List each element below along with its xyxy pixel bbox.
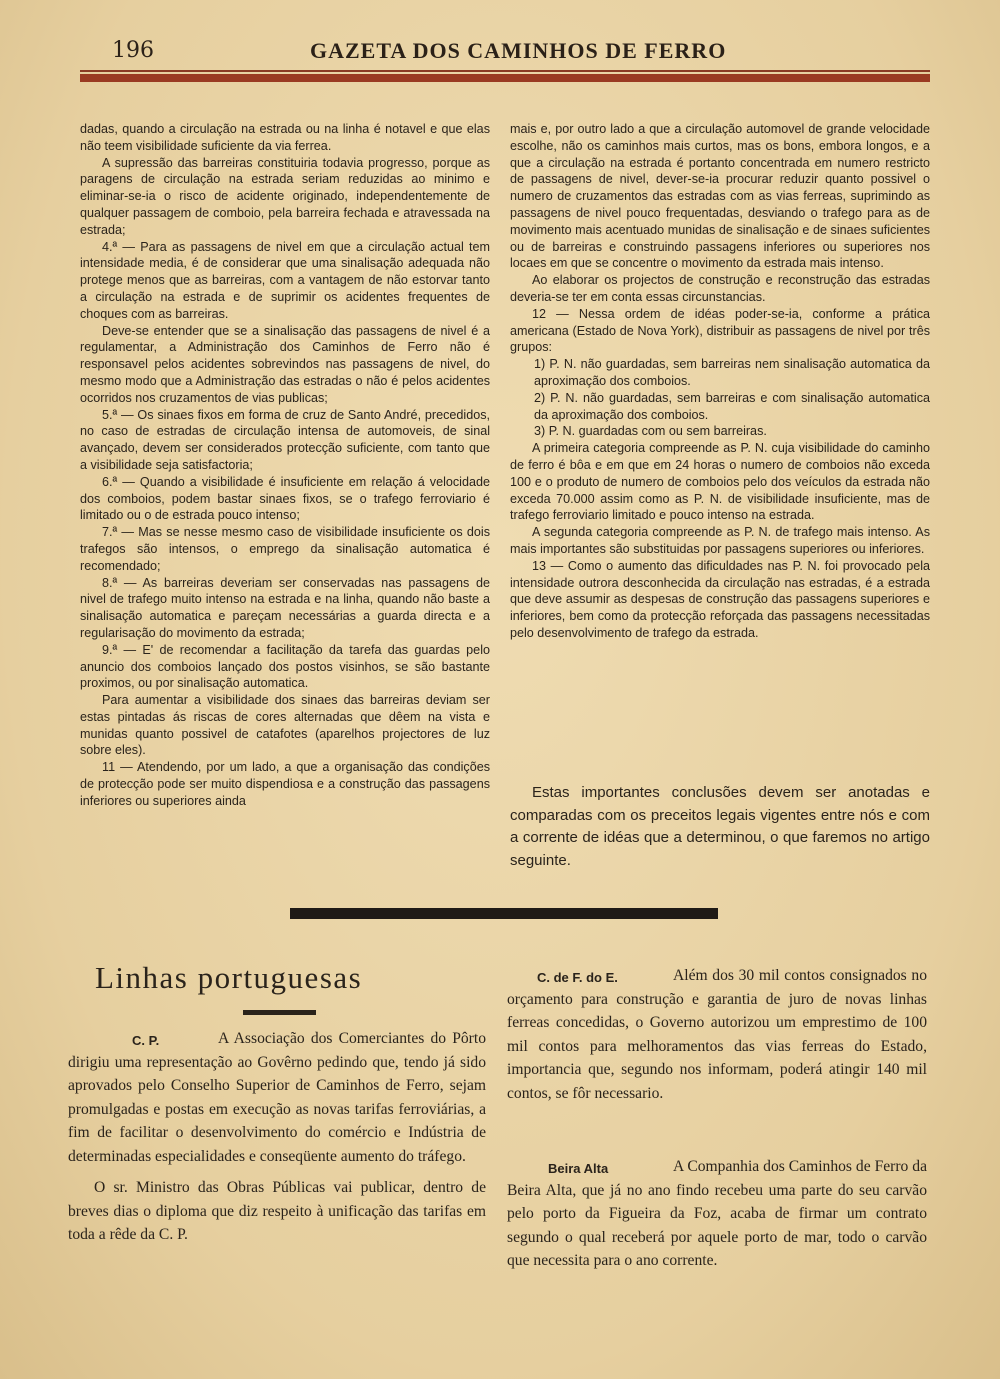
article-right-column <box>510 121 930 642</box>
journal-title: GAZETA DOS CAMINHOS DE FERRO <box>310 38 727 63</box>
article-paragraph: 6.ª — Quando a visibilidade é insuficiente em relação á velocidade dos comboios, podem bastar sinaes fixos, se o trafego ferroviario é limitado ou o de estrada pouco intenso; <box>80 474 490 523</box>
page-number: 196 <box>112 38 154 63</box>
article-paragraph: Deve-se entender que se a sinalisação das passagens de nivel é a regulamentar, a Administração dos Caminhos de Ferro não é responsavel pelos acidentes sobrevindos nas passagens de nivel, do mesmo modo que a Administração das estradas o não é pelos acidentes ocorridos nos cruzamentos de vias publicas; <box>80 323 490 405</box>
news-paragraph: A Associação dos Comerciantes do Pôrto dirigiu uma representação ao Govêrno pedindo que, tendo já sido aprovados pelo Conselho Superior de Caminhos de Ferro, sejam promulgadas e postas em execução as novas tarifas ferroviárias, a fim de facilitar o desenvolvimento do comércio e Indústria de determinadas especialidades e conseqüente aumento do tráfego. <box>68 1030 486 1165</box>
article-paragraph: 9.ª — E' de recomendar a facilitação da tarefa das guardas pelo anuncio dos comboios lançado dos postos visinhos, se são bastante proximos, ou por sinalisação automatica. <box>80 642 490 691</box>
article-closing <box>510 782 930 872</box>
article-paragraph: A supressão das barreiras constituiria todavia progresso, porque as paragens de circulação na estrada seriam reduzidas ao minimo e eliminar-se-ia o risco de acidente originado, independentemente de qualquer passagem de comboio, pela barreira fechada e atravessada na estrada; <box>80 155 490 237</box>
news-cp <box>68 1027 486 1247</box>
article-paragraph: mais e, por outro lado a que a circulação automovel de grande velocidade escolhe, não os caminhos mais curtos, mas os bons, embora longos, e a que a circulação na estrada é portanto concentrada em numero restricto de passagens de nivel, dever-se-ia procurar reduzir quanto possivel o numero de cruzamentos das estradas com as vias ferreas, suprimindo as passagens de nivel pouco frequentadas, desviando o trafego para as de movimento mais acentuado munidas de sinalisação e de sinaes suficientes ou de barreiras e construindo passagens inferiores ou superiores nos locaes em que se concentre o movimento da estrada mais intenso. <box>510 122 930 271</box>
news-paragraph: Além dos 30 mil contos consignados no orçamento para construção e garantia de juro de novas linhas ferreas concedidas, o Governo autorizou um emprestimo de 100 mil contos para melhoramentos das vias ferreas do Estado, importancia que, segundo nos informam, poderá atingir 140 mil contos, se fôr necessario. <box>507 967 927 1102</box>
list-item: 2) P. N. não guardadas, sem barreiras e com sinalisação automatica da aproximação dos comboios. <box>534 390 930 422</box>
article-paragraph: 4.ª — Para as passagens de nivel em que a circulação actual tem intensidade media, é de considerar que uma sinalisação adequada não protege menos que as barreiras, com a vantagem de não estorvar tanto a circulação na estrada e de suprimir os acidentes frequentes de choques com as barreiras. <box>80 239 490 321</box>
article-paragraph: A segunda categoria compreende as P. N. de trafego mais intenso. As mais importantes são substituidas por passagens superiores ou inferiores. <box>510 525 930 556</box>
article-left-column <box>80 121 490 810</box>
list-item: 3) P. N. guardadas com ou sem barreiras. <box>534 424 767 439</box>
article-paragraph: A primeira categoria compreende as P. N. cuja visibilidade do caminho de ferro é bôa e em que em 24 horas o numero de comboios não exceda 100 e o produto de numero de comboios pelo dos veículos da estrada não exceda 70.000 assim como as P. N. de visibilidade insuficiente, mas de trafego ferroviario limitado e pouco intenso na estrada. <box>510 441 930 523</box>
section-divider <box>290 908 718 919</box>
article-paragraph: dadas, quando a circulação na estrada ou na linha é notavel e que elas não teem visibilidade suficiente da via ferrea. <box>80 122 490 153</box>
section-title: Linhas portuguesas <box>95 960 363 995</box>
title-underline <box>243 1010 316 1015</box>
beira-label: Beira Alta <box>548 1161 609 1176</box>
news-beira <box>507 1155 927 1273</box>
article-paragraph: Para aumentar a visibilidade dos sinaes das barreiras deviam ser estas pintadas ás riscas de cores alternadas que dêem na vista e munidas quanto possivel de catafotes (aparelhos projectores de luz sobre eles). <box>80 693 490 758</box>
list-item: 1) P. N. não guardadas, sem barreiras nem sinalisação automatica da aproximação dos comboios. <box>534 357 930 388</box>
article-paragraph: 12 — Nessa ordem de idéas poder-se-ia, conforme a prática americana (Estado de Nova York), distribuir as passagens de nivel por três grupos: <box>510 306 930 355</box>
article-paragraph: 8.ª — As barreiras deveriam ser conservadas nas passagens de nivel de trafego muito intenso na estrada e na linha, quando não baste a sinalisação automatica e pareçam necessárias a guarda directa e a regularisação do movimento da estrada; <box>80 575 490 640</box>
news-paragraph: A Companhia dos Caminhos de Ferro da Beira Alta, que já no ano findo recebeu uma parte do seu carvão pelo porto da Figueira da Foz, acaba de firmar um contrato segundo o qual receberá por aquele porto de mar, todo o carvão que necessita para o ano corrente. <box>507 1158 927 1269</box>
closing-paragraph: Estas importantes conclusões devem ser anotadas e comparadas com os preceitos legais vigentes entre nós e com a corrente de idéas que a determinou, o que faremos no artigo seguinte. <box>510 784 930 869</box>
page-header <box>0 0 1000 90</box>
cp-label: C. P. <box>132 1033 160 1048</box>
cfe-label: C. de F. do E. <box>537 970 618 985</box>
header-rule-thick <box>80 74 930 82</box>
header-rule-thin <box>80 70 930 72</box>
article-paragraph: 11 — Atendendo, por um lado, a que a organisação das condições de protecção pode ser muito dispendiosa e a construção das passagens inferiores ou superiores ainda <box>80 760 490 808</box>
news-cfe <box>507 964 927 1105</box>
article-paragraph: 5.ª — Os sinaes fixos em forma de cruz de Santo André, precedidos, no caso de estradas de circulação intensa de automoveis, de sinal avançado, devem ser considerados protecção suficiente, com tanto que a visibilidade seja satisfactoria; <box>80 407 490 472</box>
article-paragraph: 7.ª — Mas se nesse mesmo caso de visibilidade insuficiente os dois trafegos são intensos, o emprego da sinalisação automatica é recomendado; <box>80 525 490 573</box>
article-paragraph: Ao elaborar os projectos de construção e reconstrução das estradas deveria-se ter em conta essas circunstancias. <box>510 273 930 304</box>
news-paragraph: O sr. Ministro das Obras Públicas vai publicar, dentro de breves dias o diploma que diz respeito à unificação das tarifas em toda a rêde da C. P. <box>68 1179 486 1243</box>
article-paragraph: 13 — Como o aumento das dificuldades nas P. N. foi provocado pela intensidade outrora desconhecida da circulação nas estradas, é a estrada que deve assumir as despesas de construção das passagens superiores e inferiores, bem como da protecção reforçada das passagens necessitadas pelo desenvolvimento de trafego da estrada. <box>510 558 930 640</box>
